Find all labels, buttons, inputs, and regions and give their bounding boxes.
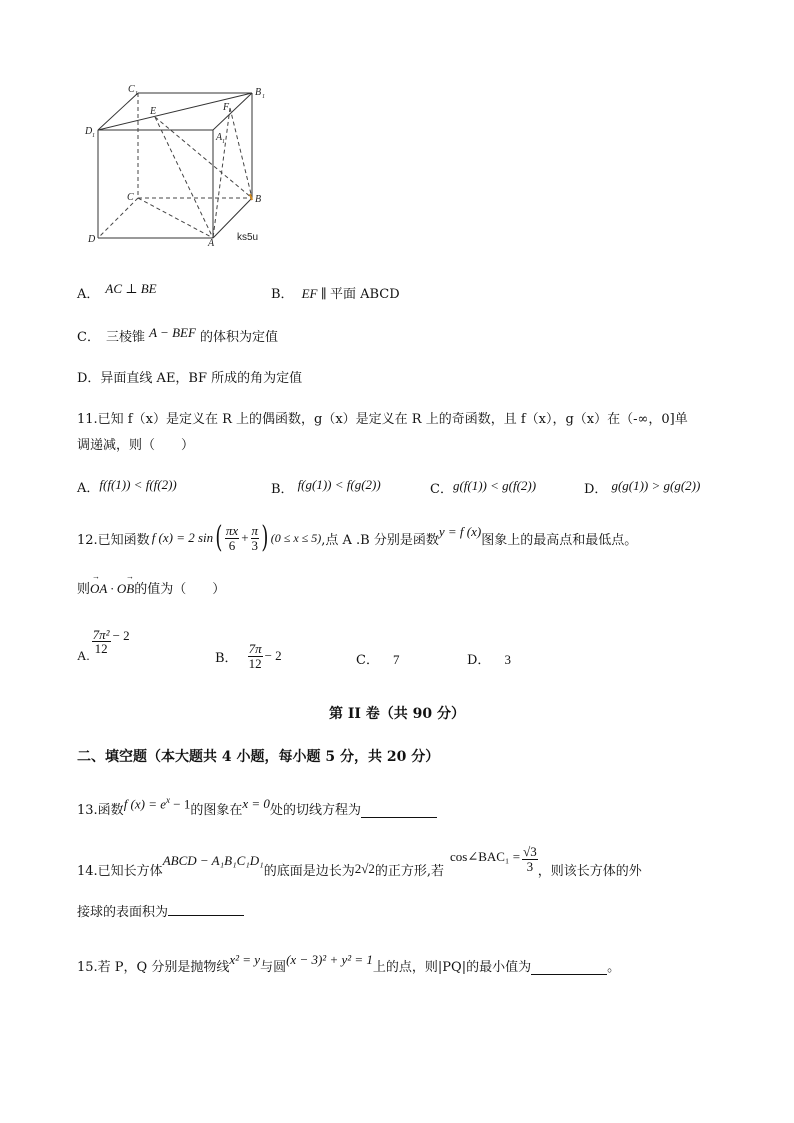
frac-7pi2-12: $\frac{\text{7π²}}{12}$ [92,626,110,657]
frac-sqrt3-3: $\frac{√3}{3}$ [523,843,537,874]
option-letter: B． [271,287,294,302]
q13-stem [77,794,437,818]
label-A: A [208,238,215,248]
option-letter: B． [271,482,294,497]
math-cond: x = 0 [242,796,270,811]
q14-stem-line1 [77,842,642,888]
q10-option-a[interactable] [77,283,157,302]
q10-option-c[interactable] [77,326,278,345]
q13-mid: 的图象在 [190,803,243,818]
math-tail: − 2 [264,648,282,663]
paren-right: ) [261,520,269,555]
math-fx: f (x) = 2 sin [151,530,214,545]
hidden-F-B [230,108,252,198]
hidden-E-B [155,117,252,198]
vector-arrows: → → [92,572,147,581]
hidden-C-D [98,198,138,238]
plus-sign: + [241,530,249,545]
label-sub: 1 [222,139,225,145]
label-F: F [223,102,230,113]
q14-line2: 接球的表面积为 [77,905,169,920]
math-yfx: y = f (x) [438,524,482,539]
math-value: 2√2 [354,861,375,876]
option-letter: C． [77,330,100,345]
hidden-E-A [155,117,213,238]
label-C: C [127,192,134,203]
option-text: 平面 ABCD [329,287,400,302]
label-E: E [150,106,157,117]
math-parabola: x² = y [229,952,261,967]
q12-option-b[interactable] [215,636,282,676]
edge-D1-C1 [98,93,138,130]
math-cuboid: ABCD − A₁B₁C₁D₁ [162,853,264,868]
q10-option-b[interactable] [271,283,400,302]
label-D1: D [85,126,93,137]
option-letter: A. [77,648,90,663]
math-expr: f(g(1)) < f(g(2)) [297,477,381,492]
q15-stem [77,952,621,975]
math-expr: g(f(1)) < g(f(2)) [452,478,537,493]
q11-option-c[interactable] [430,478,536,497]
q15-post: 上的点，则|PQ|的最小值为 [372,960,532,975]
q14-mid: 的底面是边长为 [263,863,355,879]
math-tail: − 2 [112,628,130,643]
q12-stem-line1 [77,518,637,558]
label-sub: 1 [135,91,138,97]
option-letter: A． [77,481,100,496]
q13-pre: 13.函数 [77,803,124,818]
q12-line2-pre: 则 [77,582,91,597]
option-letter: D． [467,653,491,668]
option-letter: A． [77,287,100,302]
option-letter: B． [215,650,238,666]
q12-mid: ,点 A .B 分别是函数 [321,532,439,548]
option-letter: C． [430,482,453,497]
label-sub: 1 [262,94,265,100]
q11-option-d[interactable] [584,478,700,497]
math-expr: A − BEF [149,325,196,340]
answer-blank[interactable] [531,962,607,975]
math-expr: g(g(1)) > g(g(2)) [611,478,701,493]
q14-post: ，则该长方体的外 [537,863,642,879]
label-sub: 1 [92,133,95,139]
option-value: 3 [504,652,511,667]
q10-option-d[interactable] [77,367,302,386]
q11-stem-line1: 11.已知 f（x）是定义在 R 上的偶函数，g（x）是定义在 R 上的奇函数，且 f（x），g（x）在（-∞，0]单 [77,412,688,427]
label-D: D [88,234,96,245]
q15-mid: 与圆 [260,960,287,975]
q13-post: 处的切线方程为 [269,803,361,818]
frac-pi-3: $\frac{\pi}{3}$ [251,522,259,553]
frac-pix-6: $\frac{\pi x}{6}$ [225,522,239,553]
cube-figure [80,78,280,248]
q14-stem-line2 [77,901,244,920]
math-cos: cos∠BAC₁ = [449,849,521,864]
answer-blank[interactable] [168,903,244,916]
q12-option-a[interactable] [77,622,130,666]
q15-pre: 15.若 P，Q 分别是抛物线 [77,960,230,975]
q11-option-a[interactable] [77,477,177,496]
option-text: 的体积为定值 [195,330,279,345]
q12-suffix: 图象上的最高点和最低点。 [481,532,638,548]
watermark: ks5u [237,232,259,243]
hidden-C-A [138,198,213,238]
math-expr: EF ∥ [301,286,330,301]
math-expr: AC ⊥ BE [105,281,157,296]
q12-prefix: 12.已知函数 [77,532,150,548]
label-A1: A [216,132,223,143]
option-text: 三棱锥 [105,330,150,345]
math-circle: (x − 3)² + y² = 1 [286,952,373,967]
q11-option-b[interactable] [271,478,381,497]
answer-blank[interactable] [361,805,437,818]
label-C1: C [128,84,135,95]
q12-option-c[interactable] [356,649,399,668]
edge-B1-A1 [213,93,252,130]
section-title: 第 II 卷（共 90 分） [328,706,466,722]
option-text: D．异面直线 AE，BF 所成的角为定值 [77,371,303,386]
math-expr: f(f(1)) < f(f(2)) [99,477,177,492]
q12-line2-post: 的值为（ ） [134,582,226,597]
paren-left: ( [215,520,223,555]
q14-mid2: 的正方形,若 [374,863,444,879]
q12-stem-line2 [77,572,226,597]
math-domain: (0 ≤ x ≤ 5) [270,530,322,545]
option-letter: D． [584,482,608,497]
option-value: 7 [392,652,400,667]
frac-7pi-12: $\frac{7\pi}{12}$ [248,640,262,671]
option-letter: C． [356,653,379,668]
q15-end: 。 [607,960,621,975]
fill-blank-heading: 二、填空题（本大题共 4 小题，每小题 5 分，共 20 分） [77,749,440,765]
q14-pre: 14.已知长方体 [77,863,163,879]
q12-option-d[interactable] [467,649,511,668]
math-fx: f $(x) = e^x - 1$ [123,794,191,811]
label-B: B [255,194,262,205]
q11-stem-line2: 调递减，则（ ） [77,438,195,453]
label-B1: B [255,87,262,98]
math-vector-product: → → OA · OB [90,572,147,596]
